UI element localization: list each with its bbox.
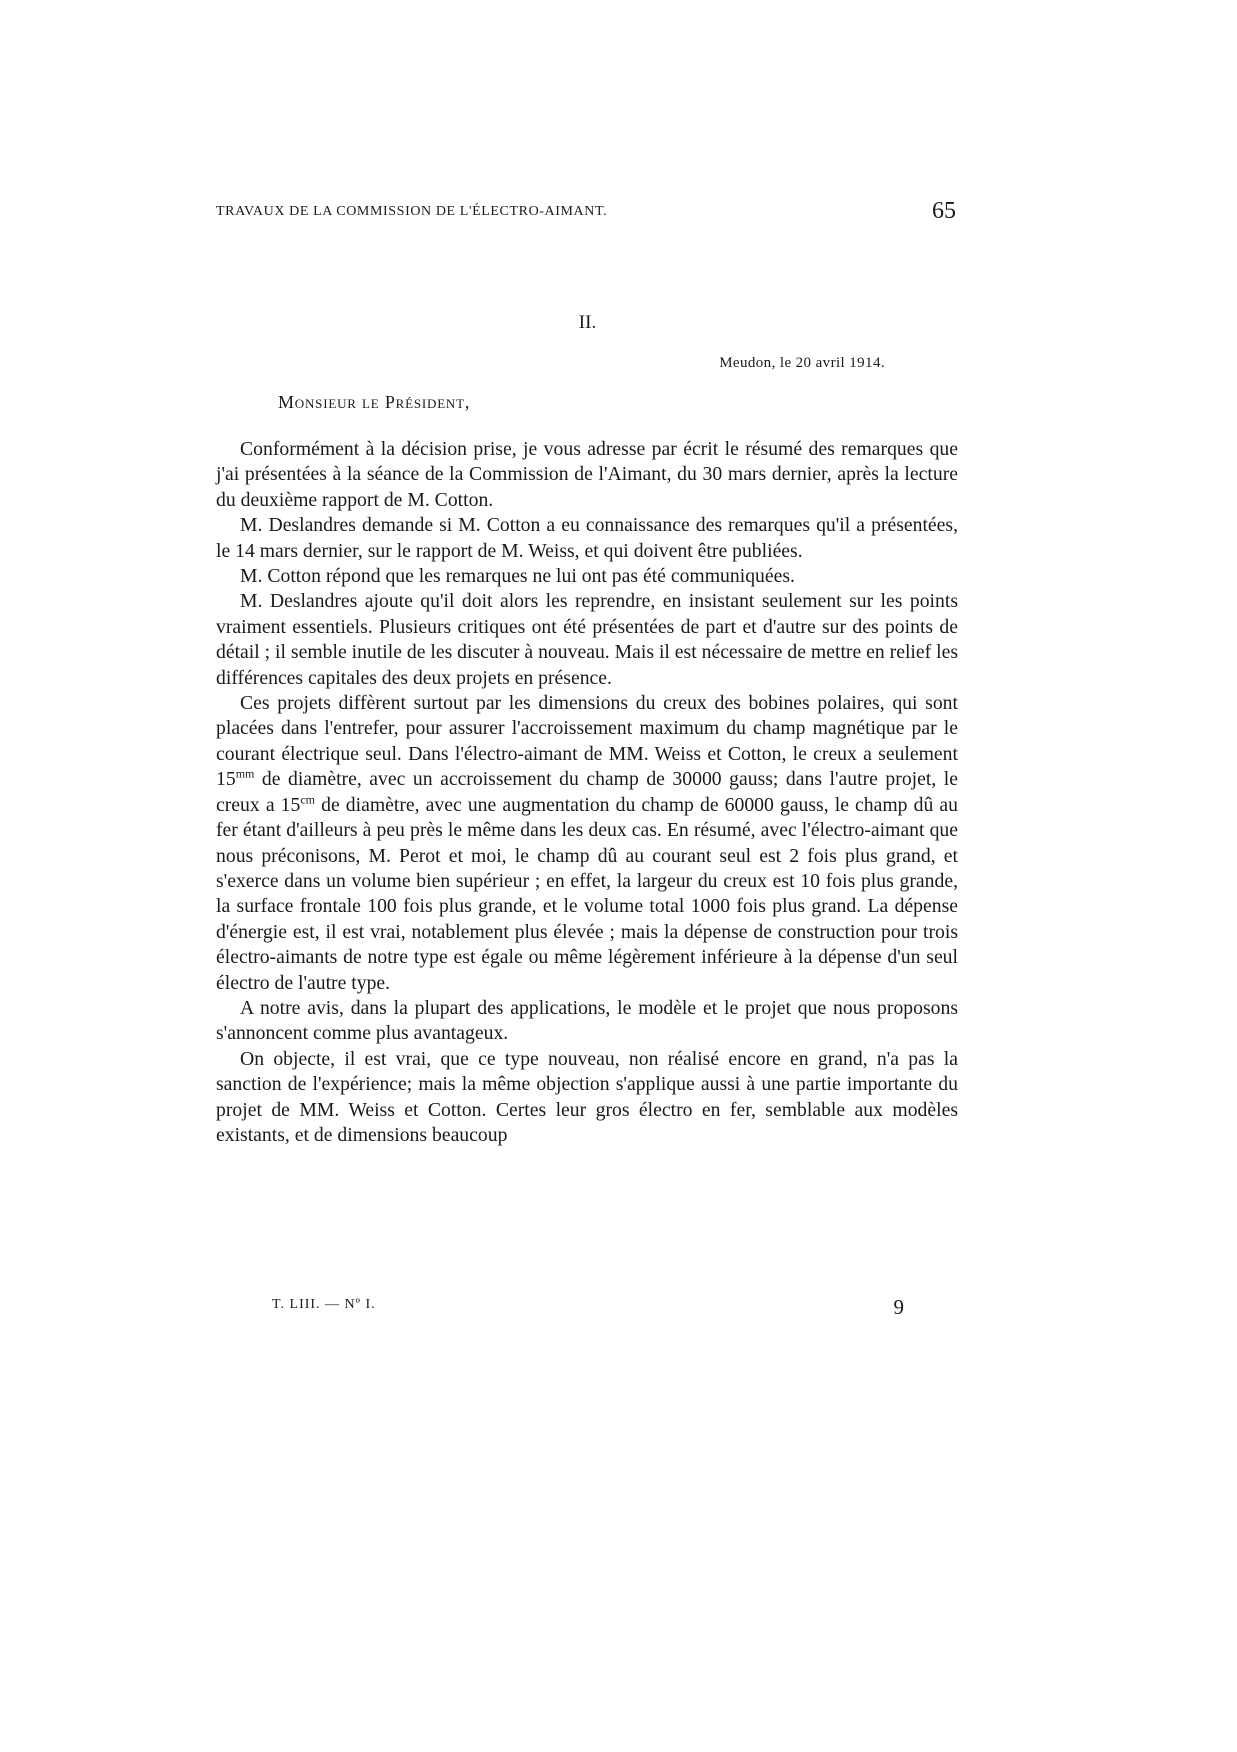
unit-cm: cm — [300, 792, 316, 807]
paragraph-5 — [216, 691, 958, 996]
dateline: Meudon, le 20 avril 1914. — [719, 355, 885, 371]
paragraph-1: Conformément à la décision prise, je vous adresse par écrit le résumé des remarques que j'ai présentées à la séance de la Commission de l'Aimant, du 30 mars dernier, après la lecture du deuxième rapport de M. Cotton. — [216, 438, 958, 511]
running-header — [216, 200, 956, 230]
paragraph-3: M. Cotton répond que les remarques ne lui ont pas été communiquées. — [240, 565, 795, 588]
body-text — [216, 437, 958, 1148]
running-title: TRAVAUX DE LA COMMISSION DE L'ÉLECTRO-AIMANT. — [216, 204, 608, 219]
paragraph-2: M. Deslandres demande si M. Cotton a eu connaissance des remarques qu'il a présentées, le 14 mars dernier, sur le rapport de M. Weiss, et qui doivent être publiées. — [216, 514, 958, 562]
paragraph-5-part-a: Ces projets diffèrent surtout par les dimensions du creux des bobines polaires, qui sont placées dans l'entrefer, pour assurer l'accroissement maximum du champ magnétique par le courant électrique seul. Dans l'électro-aimant de MM. Weiss et Cotton, le creux a seulement 15 — [216, 692, 958, 791]
volume-reference: T. LIII. — Nº I. — [272, 1297, 376, 1312]
salutation: Monsieur le Président, — [278, 392, 471, 412]
paragraph-5-part-b: de diamètre, avec un accroissement du champ de 30000 gauss; dans l'autre projet, le creux a 15 — [216, 768, 958, 816]
signature-mark: 9 — [893, 1295, 904, 1319]
paragraph-6: A notre avis, dans la plupart des applications, le modèle et le projet que nous proposons s'annoncent comme plus avantageux. — [216, 996, 958, 1045]
page-footer — [216, 1295, 958, 1325]
section-number: II. — [578, 312, 597, 333]
paragraph-4: M. Deslandres ajoute qu'il doit alors les reprendre, en insistant seulement sur les points vraiment essentiels. Plusieurs critiques ont été présentées de part et d'autre sur des points de détail ; il semble inutile de les discuter à nouveau. Mais il est nécessaire de mettre en relief les différences capitales des deux projets en présence. — [216, 590, 958, 689]
unit-mm: mm — [235, 766, 255, 781]
page-number: 65 — [932, 198, 956, 224]
paragraph-5-part-c: de diamètre, avec une augmentation du champ de 60000 gauss, le champ dû au fer étant d'ailleurs à peu près le même dans les deux cas. En résumé, avec l'électro-aimant que nous préconisons, M. Perot et moi, le champ dû au courant seul est 2 fois plus grand, et s'exerce dans un volume bien supérieur ; en effet, la largeur du creux est 10 fois plus grande, la surface frontale 100 fois plus grande, et le volume total 1000 fois plus grand. La dépense d'énergie est, il est vrai, notablement plus élevée ; mais la dépense de construction pour trois électro-aimants de notre type est égale ou même légèrement inférieure à la dépense d'un seul électro de l'autre type. — [216, 793, 958, 994]
paragraph-7: On objecte, il est vrai, que ce type nouveau, non réalisé encore en grand, n'a pas la sanction de l'expérience; mais la même objection s'applique aussi à une partie importante du projet de MM. Weiss et Cotton. Certes leur gros électro en fer, semblable aux modèles existants, et de dimensions beaucoup — [216, 1047, 958, 1146]
